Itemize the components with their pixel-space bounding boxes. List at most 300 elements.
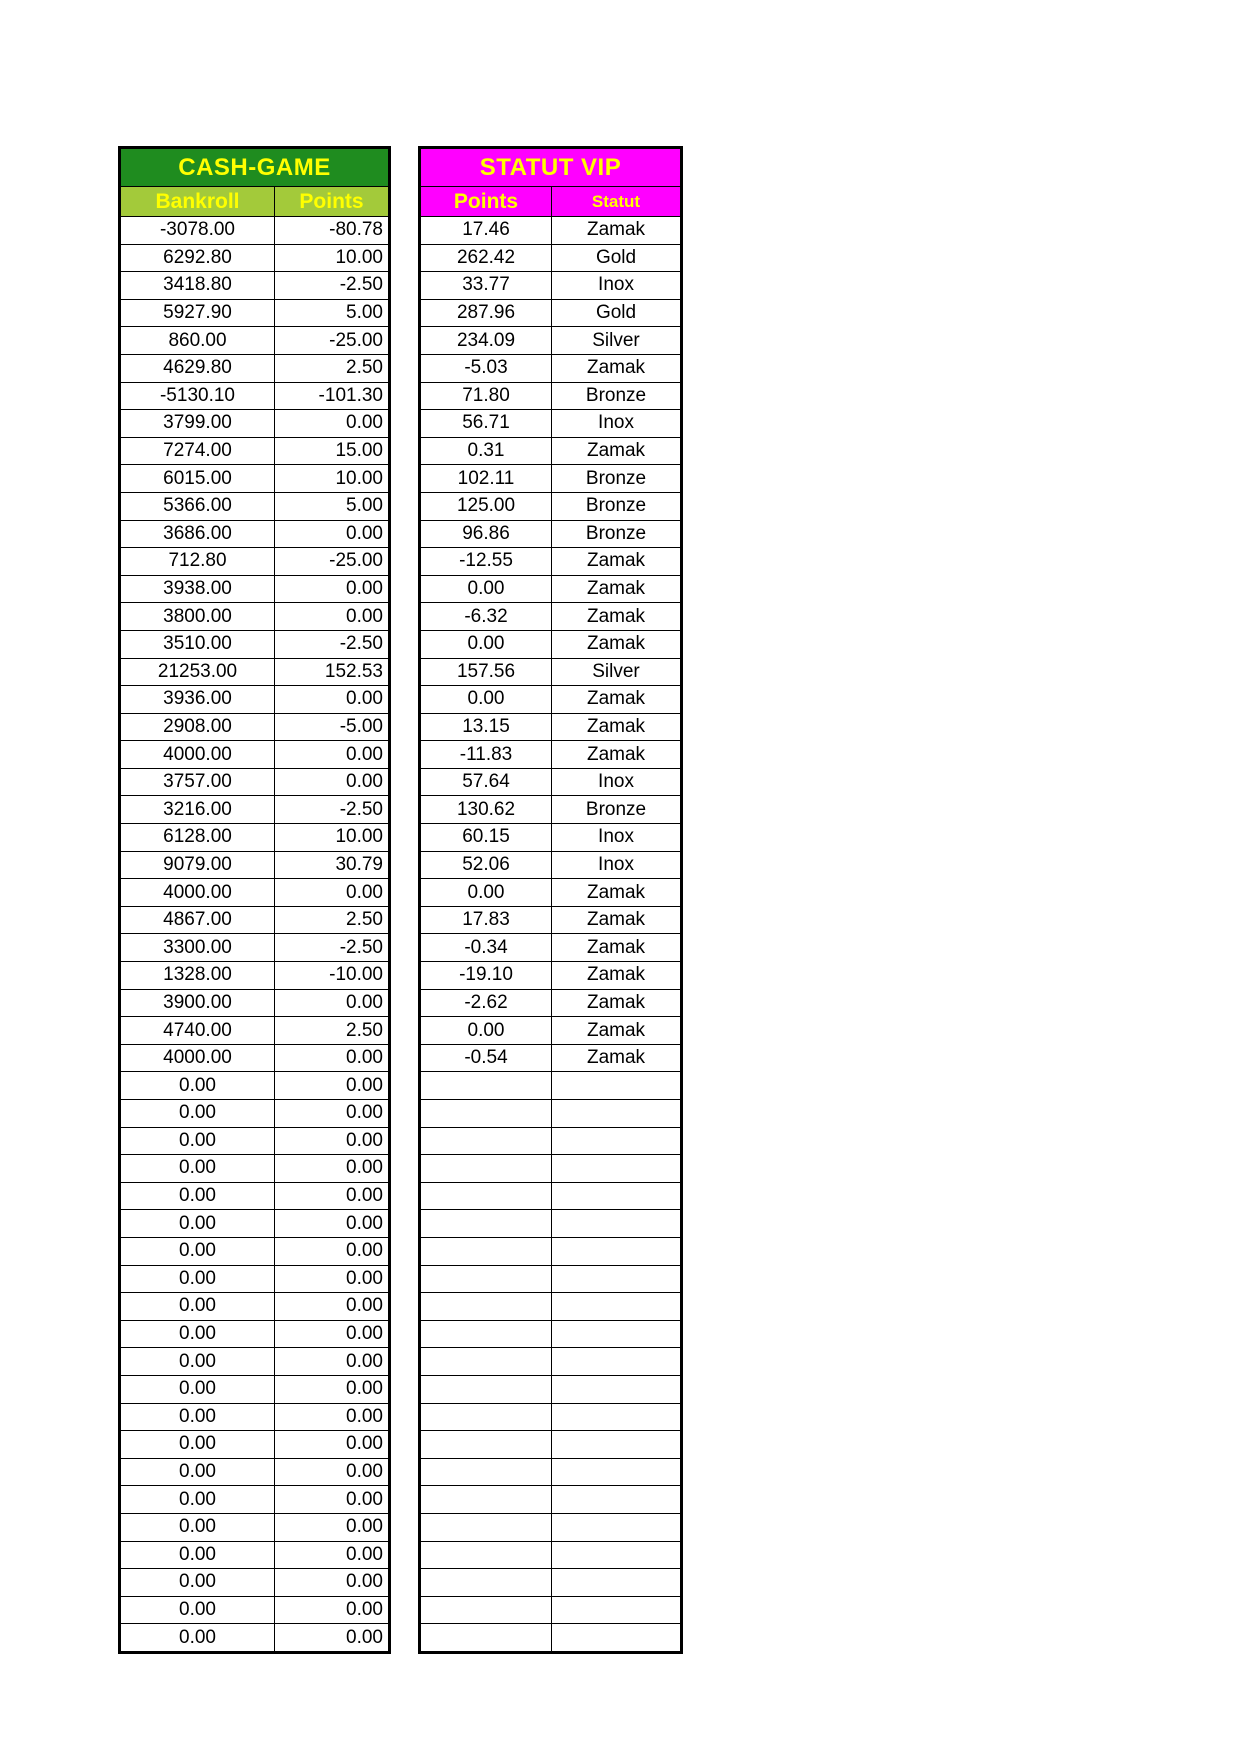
table-row bbox=[120, 1458, 390, 1486]
table-row bbox=[420, 1348, 682, 1376]
points-cell: 15.00 bbox=[275, 437, 390, 465]
table-row bbox=[420, 658, 682, 686]
vip-points-cell bbox=[420, 1513, 552, 1541]
points-cell: 0.00 bbox=[275, 1348, 390, 1376]
table-row bbox=[420, 1100, 682, 1128]
statut-vip-title-row bbox=[420, 148, 682, 187]
vip-statut-cell bbox=[552, 1182, 682, 1210]
vip-statut-cell: Gold bbox=[552, 299, 682, 327]
points-cell: -25.00 bbox=[275, 327, 390, 355]
points-cell: 0.00 bbox=[275, 1127, 390, 1155]
table-row bbox=[120, 465, 390, 493]
table-row bbox=[120, 768, 390, 796]
vip-points-cell: 287.96 bbox=[420, 299, 552, 327]
table-row bbox=[420, 1624, 682, 1653]
vip-statut-cell bbox=[552, 1293, 682, 1321]
points-cell: 0.00 bbox=[275, 1458, 390, 1486]
vip-points-cell bbox=[420, 1265, 552, 1293]
vip-points-cell: 60.15 bbox=[420, 824, 552, 852]
bankroll-cell: 4629.80 bbox=[120, 354, 275, 382]
bankroll-cell: 5927.90 bbox=[120, 299, 275, 327]
vip-statut-cell: Zamak bbox=[552, 575, 682, 603]
points-cell: 0.00 bbox=[275, 1569, 390, 1597]
table-row bbox=[420, 1403, 682, 1431]
table-row bbox=[120, 299, 390, 327]
vip-statut-cell: Silver bbox=[552, 658, 682, 686]
vip-statut-cell: Zamak bbox=[552, 713, 682, 741]
points-cell: 0.00 bbox=[275, 1624, 390, 1653]
bankroll-cell: 0.00 bbox=[120, 1431, 275, 1459]
cash-game-header-row bbox=[120, 187, 390, 217]
table-row bbox=[420, 272, 682, 300]
points-cell: 0.00 bbox=[275, 879, 390, 907]
vip-points-cell: 13.15 bbox=[420, 713, 552, 741]
table-row bbox=[420, 1293, 682, 1321]
table-row bbox=[420, 437, 682, 465]
vip-statut-cell bbox=[552, 1127, 682, 1155]
bankroll-cell: 4740.00 bbox=[120, 1017, 275, 1045]
vip-statut-cell: Zamak bbox=[552, 906, 682, 934]
table-row bbox=[420, 796, 682, 824]
table-row bbox=[420, 1458, 682, 1486]
vip-points-cell: 56.71 bbox=[420, 410, 552, 438]
vip-points-cell bbox=[420, 1541, 552, 1569]
vip-statut-cell: Bronze bbox=[552, 382, 682, 410]
vip-points-cell bbox=[420, 1431, 552, 1459]
bankroll-cell: 6015.00 bbox=[120, 465, 275, 493]
table-row bbox=[420, 1569, 682, 1597]
bankroll-cell: 0.00 bbox=[120, 1182, 275, 1210]
vip-points-cell: -2.62 bbox=[420, 989, 552, 1017]
table-row bbox=[120, 879, 390, 907]
bankroll-cell: 0.00 bbox=[120, 1072, 275, 1100]
points-cell: 10.00 bbox=[275, 824, 390, 852]
vip-points-cell bbox=[420, 1486, 552, 1514]
vip-statut-cell bbox=[552, 1375, 682, 1403]
bankroll-cell: 4000.00 bbox=[120, 1044, 275, 1072]
table-row bbox=[120, 1265, 390, 1293]
table-row bbox=[120, 1237, 390, 1265]
vip-statut-cell: Zamak bbox=[552, 879, 682, 907]
bankroll-cell: 0.00 bbox=[120, 1596, 275, 1624]
bankroll-cell: -3078.00 bbox=[120, 217, 275, 245]
table-row bbox=[420, 1072, 682, 1100]
vip-statut-cell: Zamak bbox=[552, 934, 682, 962]
table-row bbox=[120, 520, 390, 548]
vip-statut-cell: Inox bbox=[552, 272, 682, 300]
table-row bbox=[120, 1569, 390, 1597]
vip-points-cell: 125.00 bbox=[420, 492, 552, 520]
table-row bbox=[420, 520, 682, 548]
table-row bbox=[420, 575, 682, 603]
vip-statut-cell bbox=[552, 1569, 682, 1597]
points-cell: 0.00 bbox=[275, 1072, 390, 1100]
vip-points-cell: 96.86 bbox=[420, 520, 552, 548]
table-row bbox=[420, 906, 682, 934]
vip-points-cell: 262.42 bbox=[420, 244, 552, 272]
cash-game-table bbox=[118, 146, 388, 1654]
vip-points-cell bbox=[420, 1155, 552, 1183]
points-cell: 0.00 bbox=[275, 989, 390, 1017]
vip-points-cell: 0.31 bbox=[420, 437, 552, 465]
points-cell: 0.00 bbox=[275, 1265, 390, 1293]
points-cell: 0.00 bbox=[275, 575, 390, 603]
points-cell: 0.00 bbox=[275, 1596, 390, 1624]
table-row bbox=[120, 962, 390, 990]
table-row bbox=[120, 1431, 390, 1459]
table-row bbox=[120, 713, 390, 741]
vip-statut-cell bbox=[552, 1403, 682, 1431]
vip-points-cell bbox=[420, 1375, 552, 1403]
statut-vip-grid bbox=[418, 146, 683, 1654]
table-row bbox=[420, 989, 682, 1017]
table-row bbox=[120, 217, 390, 245]
bankroll-cell: 3510.00 bbox=[120, 630, 275, 658]
vip-points-cell: 0.00 bbox=[420, 879, 552, 907]
bankroll-cell: 0.00 bbox=[120, 1458, 275, 1486]
table-row bbox=[420, 1182, 682, 1210]
vip-statut-cell bbox=[552, 1237, 682, 1265]
bankroll-cell: 5366.00 bbox=[120, 492, 275, 520]
table-row bbox=[420, 686, 682, 714]
vip-statut-cell: Inox bbox=[552, 410, 682, 438]
vip-statut-cell bbox=[552, 1210, 682, 1238]
table-row bbox=[420, 1541, 682, 1569]
vip-points-cell: -5.03 bbox=[420, 354, 552, 382]
vip-points-cell bbox=[420, 1182, 552, 1210]
vip-points-cell bbox=[420, 1237, 552, 1265]
table-row bbox=[120, 1044, 390, 1072]
points-cell: 2.50 bbox=[275, 906, 390, 934]
bankroll-cell: 860.00 bbox=[120, 327, 275, 355]
points-cell: 0.00 bbox=[275, 1155, 390, 1183]
vip-statut-cell: Zamak bbox=[552, 603, 682, 631]
bankroll-cell: 3900.00 bbox=[120, 989, 275, 1017]
points-cell: 2.50 bbox=[275, 1017, 390, 1045]
table-row bbox=[120, 1320, 390, 1348]
table-row bbox=[120, 1375, 390, 1403]
points-cell: 0.00 bbox=[275, 1044, 390, 1072]
vip-points-cell: -11.83 bbox=[420, 741, 552, 769]
bankroll-cell: 0.00 bbox=[120, 1375, 275, 1403]
bankroll-cell: 21253.00 bbox=[120, 658, 275, 686]
table-row bbox=[420, 1431, 682, 1459]
table-row bbox=[120, 1072, 390, 1100]
points-cell: -2.50 bbox=[275, 934, 390, 962]
vip-points-cell bbox=[420, 1596, 552, 1624]
table-row bbox=[420, 1596, 682, 1624]
points-cell: 0.00 bbox=[275, 1293, 390, 1321]
vip-points-cell bbox=[420, 1348, 552, 1376]
bankroll-cell: 0.00 bbox=[120, 1486, 275, 1514]
bankroll-cell: 0.00 bbox=[120, 1127, 275, 1155]
table-row bbox=[420, 1486, 682, 1514]
bankroll-cell: 4867.00 bbox=[120, 906, 275, 934]
points-cell: -10.00 bbox=[275, 962, 390, 990]
table-row bbox=[420, 1320, 682, 1348]
table-row bbox=[120, 1017, 390, 1045]
bankroll-cell: 3757.00 bbox=[120, 768, 275, 796]
points-cell: 5.00 bbox=[275, 492, 390, 520]
statut-vip-col-header-statut: Statut bbox=[552, 187, 682, 217]
points-cell: 0.00 bbox=[275, 1375, 390, 1403]
bankroll-cell: 7274.00 bbox=[120, 437, 275, 465]
points-cell: 0.00 bbox=[275, 1431, 390, 1459]
vip-points-cell bbox=[420, 1320, 552, 1348]
bankroll-cell: -5130.10 bbox=[120, 382, 275, 410]
table-row bbox=[420, 327, 682, 355]
vip-statut-cell bbox=[552, 1320, 682, 1348]
vip-statut-cell: Zamak bbox=[552, 1017, 682, 1045]
vip-points-cell: 157.56 bbox=[420, 658, 552, 686]
vip-statut-cell: Zamak bbox=[552, 354, 682, 382]
points-cell: -25.00 bbox=[275, 548, 390, 576]
vip-points-cell: 102.11 bbox=[420, 465, 552, 493]
bankroll-cell: 3800.00 bbox=[120, 603, 275, 631]
bankroll-cell: 3686.00 bbox=[120, 520, 275, 548]
bankroll-cell: 9079.00 bbox=[120, 851, 275, 879]
vip-points-cell: -12.55 bbox=[420, 548, 552, 576]
table-row bbox=[420, 1265, 682, 1293]
table-row bbox=[120, 548, 390, 576]
points-cell: 0.00 bbox=[275, 1541, 390, 1569]
table-row bbox=[120, 630, 390, 658]
table-row bbox=[120, 934, 390, 962]
vip-points-cell bbox=[420, 1624, 552, 1653]
table-row bbox=[420, 1210, 682, 1238]
vip-points-cell bbox=[420, 1403, 552, 1431]
bankroll-cell: 0.00 bbox=[120, 1624, 275, 1653]
bankroll-cell: 0.00 bbox=[120, 1403, 275, 1431]
vip-statut-cell: Zamak bbox=[552, 548, 682, 576]
vip-statut-cell: Inox bbox=[552, 851, 682, 879]
table-row bbox=[120, 327, 390, 355]
table-row bbox=[120, 1293, 390, 1321]
points-cell: 0.00 bbox=[275, 603, 390, 631]
table-row bbox=[120, 851, 390, 879]
table-row bbox=[420, 410, 682, 438]
table-row bbox=[120, 796, 390, 824]
vip-statut-cell: Zamak bbox=[552, 741, 682, 769]
vip-statut-cell: Zamak bbox=[552, 962, 682, 990]
table-row bbox=[120, 272, 390, 300]
table-row bbox=[420, 962, 682, 990]
points-cell: 2.50 bbox=[275, 354, 390, 382]
bankroll-cell: 0.00 bbox=[120, 1513, 275, 1541]
table-row bbox=[120, 410, 390, 438]
table-row bbox=[420, 1017, 682, 1045]
bankroll-cell: 3418.80 bbox=[120, 272, 275, 300]
table-row bbox=[120, 686, 390, 714]
table-row bbox=[420, 768, 682, 796]
bankroll-cell: 0.00 bbox=[120, 1100, 275, 1128]
table-row bbox=[420, 1155, 682, 1183]
vip-statut-cell: Zamak bbox=[552, 217, 682, 245]
table-row bbox=[120, 1182, 390, 1210]
points-cell: 0.00 bbox=[275, 1210, 390, 1238]
points-cell: 0.00 bbox=[275, 1320, 390, 1348]
bankroll-cell: 0.00 bbox=[120, 1155, 275, 1183]
vip-statut-cell bbox=[552, 1155, 682, 1183]
table-row bbox=[420, 879, 682, 907]
vip-points-cell bbox=[420, 1127, 552, 1155]
vip-points-cell bbox=[420, 1072, 552, 1100]
points-cell: 10.00 bbox=[275, 465, 390, 493]
bankroll-cell: 712.80 bbox=[120, 548, 275, 576]
points-cell: 30.79 bbox=[275, 851, 390, 879]
statut-vip-rows bbox=[420, 217, 682, 1653]
bankroll-cell: 4000.00 bbox=[120, 741, 275, 769]
vip-points-cell bbox=[420, 1210, 552, 1238]
vip-statut-cell bbox=[552, 1431, 682, 1459]
points-cell: 0.00 bbox=[275, 1486, 390, 1514]
vip-points-cell: 52.06 bbox=[420, 851, 552, 879]
table-row bbox=[120, 603, 390, 631]
bankroll-cell: 3216.00 bbox=[120, 796, 275, 824]
table-row bbox=[120, 658, 390, 686]
vip-statut-cell bbox=[552, 1265, 682, 1293]
cash-game-title-row bbox=[120, 148, 390, 187]
table-row bbox=[120, 741, 390, 769]
table-row bbox=[420, 465, 682, 493]
points-cell: -2.50 bbox=[275, 796, 390, 824]
vip-statut-cell: Silver bbox=[552, 327, 682, 355]
points-cell: 10.00 bbox=[275, 244, 390, 272]
vip-points-cell bbox=[420, 1293, 552, 1321]
vip-statut-cell bbox=[552, 1072, 682, 1100]
table-row bbox=[420, 492, 682, 520]
vip-statut-cell: Bronze bbox=[552, 520, 682, 548]
vip-statut-cell: Zamak bbox=[552, 686, 682, 714]
table-row bbox=[420, 382, 682, 410]
vip-statut-cell bbox=[552, 1100, 682, 1128]
table-row bbox=[120, 1155, 390, 1183]
points-cell: -5.00 bbox=[275, 713, 390, 741]
vip-points-cell: 0.00 bbox=[420, 1017, 552, 1045]
points-cell: -101.30 bbox=[275, 382, 390, 410]
vip-statut-cell: Bronze bbox=[552, 796, 682, 824]
cash-game-rows bbox=[120, 217, 390, 1653]
table-row bbox=[120, 1100, 390, 1128]
points-cell: -80.78 bbox=[275, 217, 390, 245]
vip-points-cell: 0.00 bbox=[420, 686, 552, 714]
bankroll-cell: 6128.00 bbox=[120, 824, 275, 852]
bankroll-cell: 0.00 bbox=[120, 1569, 275, 1597]
points-cell: -2.50 bbox=[275, 272, 390, 300]
cash-game-grid bbox=[118, 146, 391, 1654]
bankroll-cell: 0.00 bbox=[120, 1265, 275, 1293]
points-cell: 0.00 bbox=[275, 1100, 390, 1128]
table-row bbox=[120, 1541, 390, 1569]
vip-statut-cell: Inox bbox=[552, 824, 682, 852]
table-row bbox=[420, 1375, 682, 1403]
vip-statut-cell bbox=[552, 1458, 682, 1486]
vip-statut-cell bbox=[552, 1596, 682, 1624]
table-row bbox=[420, 548, 682, 576]
table-row bbox=[420, 244, 682, 272]
table-row bbox=[420, 630, 682, 658]
table-row bbox=[120, 382, 390, 410]
vip-points-cell: 71.80 bbox=[420, 382, 552, 410]
points-cell: 0.00 bbox=[275, 1513, 390, 1541]
vip-statut-cell: Zamak bbox=[552, 437, 682, 465]
table-row bbox=[420, 299, 682, 327]
bankroll-cell: 4000.00 bbox=[120, 879, 275, 907]
table-row bbox=[420, 1513, 682, 1541]
table-row bbox=[420, 354, 682, 382]
cash-game-col-header-bankroll: Bankroll bbox=[120, 187, 275, 217]
points-cell: 5.00 bbox=[275, 299, 390, 327]
table-row bbox=[120, 1210, 390, 1238]
points-cell: 152.53 bbox=[275, 658, 390, 686]
vip-points-cell: 130.62 bbox=[420, 796, 552, 824]
statut-vip-header-row bbox=[420, 187, 682, 217]
bankroll-cell: 0.00 bbox=[120, 1210, 275, 1238]
vip-points-cell: 0.00 bbox=[420, 630, 552, 658]
vip-statut-cell: Gold bbox=[552, 244, 682, 272]
bankroll-cell: 3300.00 bbox=[120, 934, 275, 962]
statut-vip-title: STATUT VIP bbox=[420, 148, 682, 187]
table-row bbox=[420, 934, 682, 962]
table-row bbox=[420, 851, 682, 879]
vip-points-cell: -0.54 bbox=[420, 1044, 552, 1072]
vip-points-cell: -6.32 bbox=[420, 603, 552, 631]
table-row bbox=[120, 824, 390, 852]
table-row bbox=[420, 741, 682, 769]
vip-points-cell bbox=[420, 1100, 552, 1128]
bankroll-cell: 3799.00 bbox=[120, 410, 275, 438]
bankroll-cell: 1328.00 bbox=[120, 962, 275, 990]
cash-game-title: CASH-GAME bbox=[120, 148, 390, 187]
table-row bbox=[420, 824, 682, 852]
table-row bbox=[420, 1127, 682, 1155]
vip-points-cell: 17.46 bbox=[420, 217, 552, 245]
points-cell: 0.00 bbox=[275, 1237, 390, 1265]
points-cell: -2.50 bbox=[275, 630, 390, 658]
vip-statut-cell: Zamak bbox=[552, 1044, 682, 1072]
vip-points-cell: 33.77 bbox=[420, 272, 552, 300]
table-row bbox=[420, 713, 682, 741]
statut-vip-col-header-points: Points bbox=[420, 187, 552, 217]
cash-game-col-header-points: Points bbox=[275, 187, 390, 217]
vip-points-cell: 234.09 bbox=[420, 327, 552, 355]
bankroll-cell: 0.00 bbox=[120, 1237, 275, 1265]
vip-statut-cell: Bronze bbox=[552, 492, 682, 520]
vip-statut-cell bbox=[552, 1541, 682, 1569]
bankroll-cell: 0.00 bbox=[120, 1320, 275, 1348]
vip-statut-cell bbox=[552, 1624, 682, 1653]
vip-statut-cell bbox=[552, 1486, 682, 1514]
table-row bbox=[120, 354, 390, 382]
vip-statut-cell bbox=[552, 1348, 682, 1376]
table-row bbox=[420, 1237, 682, 1265]
table-row bbox=[120, 1127, 390, 1155]
vip-statut-cell: Inox bbox=[552, 768, 682, 796]
points-cell: 0.00 bbox=[275, 410, 390, 438]
table-row bbox=[120, 437, 390, 465]
points-cell: 0.00 bbox=[275, 768, 390, 796]
vip-points-cell: -19.10 bbox=[420, 962, 552, 990]
table-row bbox=[120, 1486, 390, 1514]
bankroll-cell: 0.00 bbox=[120, 1541, 275, 1569]
table-row bbox=[120, 1624, 390, 1653]
points-cell: 0.00 bbox=[275, 741, 390, 769]
bankroll-cell: 3936.00 bbox=[120, 686, 275, 714]
vip-statut-cell bbox=[552, 1513, 682, 1541]
points-cell: 0.00 bbox=[275, 1403, 390, 1431]
bankroll-cell: 0.00 bbox=[120, 1293, 275, 1321]
table-row bbox=[120, 1513, 390, 1541]
